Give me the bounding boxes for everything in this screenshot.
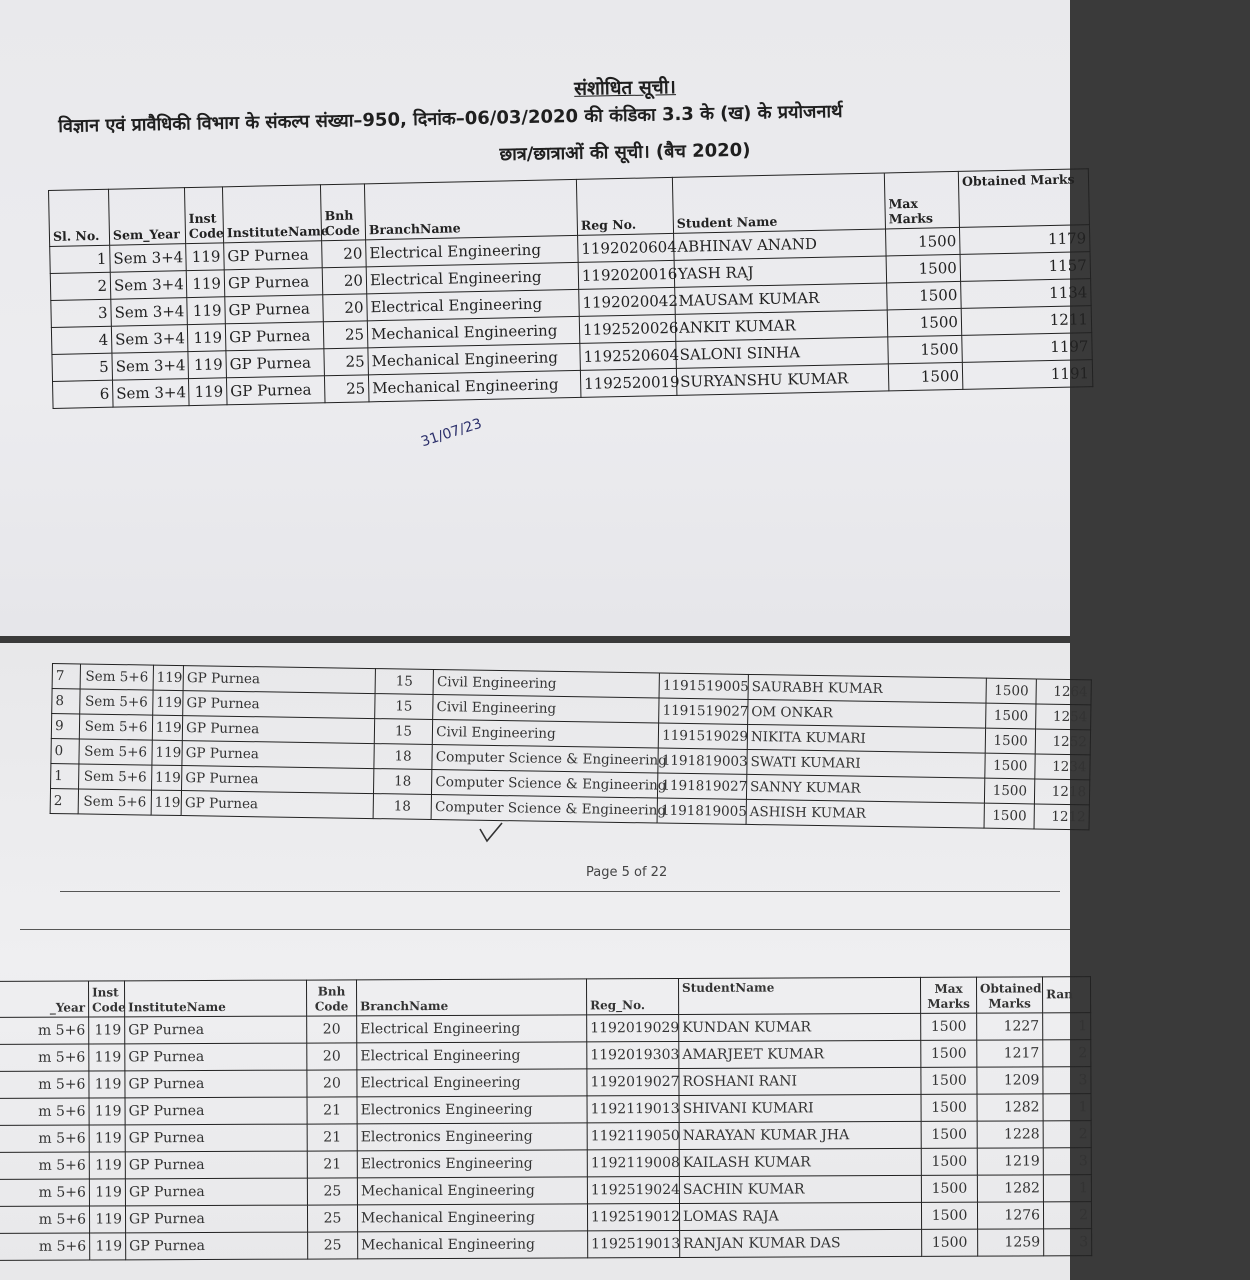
cell-student-name: SALONI SINHA: [676, 337, 889, 368]
cell-obtained-marks: 1179: [959, 225, 1090, 255]
cell-sl-no: 4: [51, 326, 112, 354]
cell-sem-year: m 5+6: [0, 1125, 89, 1152]
header-bnh-code: Bnh Code: [320, 184, 365, 241]
cell-inst-code: 119: [89, 1152, 125, 1179]
cell-reg-no: 1192020016: [578, 260, 675, 289]
cell-reg-no: 1192520604: [580, 341, 677, 370]
cell-bnh-code: 20: [307, 1070, 357, 1097]
merit-table-3: [0, 976, 1092, 1261]
cell-rank: 2: [1043, 1121, 1091, 1148]
cell-inst-code: 119: [187, 297, 226, 325]
cell-max-marks: 1500: [887, 281, 962, 310]
cell-bnh-code: 20: [307, 1043, 357, 1070]
cell-institute-name: GP Purnea: [225, 295, 324, 324]
cell-bnh-code: 25: [323, 321, 368, 349]
cell-branch-name: Electrical Engineering: [366, 235, 579, 266]
cell-bnh-code: 15: [374, 719, 433, 745]
cell-max-marks: 1500: [984, 803, 1035, 829]
cell-branch-name: Mechanical Engineering: [357, 1177, 587, 1205]
cell-branch-name: Civil Engineering: [433, 719, 659, 748]
cell-institute-name: GP Purnea: [226, 349, 325, 378]
cell-obtained-marks: 1282: [977, 1175, 1043, 1202]
header-bnh-code: Bnh Code: [306, 980, 356, 1016]
cell-inst-code: 119: [89, 1179, 125, 1206]
cell-branch-name: Electronics Engineering: [357, 1150, 587, 1178]
cell-institute-name: GP Purnea: [224, 268, 323, 297]
cell-reg-no: 1192519013: [588, 1230, 680, 1257]
cell-sem-year: m 5+6: [0, 1233, 90, 1260]
cell-student-name: ABHINAV ANAND: [674, 229, 887, 260]
cell-branch-name: Electrical Engineering: [367, 289, 580, 320]
cell-sl-no: 3: [51, 299, 112, 327]
cell-bnh-code: 18: [374, 744, 433, 770]
cell-student-name: ANKIT KUMAR: [675, 310, 888, 341]
cell-institute-name: GP Purnea: [125, 1124, 307, 1152]
cell-institute-name: GP Purnea: [125, 1178, 307, 1206]
cell-student-name: SHIVANI KUMARI: [679, 1094, 921, 1122]
cell-rank: 1: [1043, 1013, 1091, 1040]
divider: [60, 891, 1060, 892]
cell-sem-year: m 5+6: [0, 1152, 89, 1179]
cell-institute-name: GP Purnea: [125, 1043, 307, 1071]
cell-rank: 3: [1043, 1067, 1091, 1094]
cell-bnh-code: 25: [308, 1232, 358, 1259]
cell-obtained-marks: 1264: [1036, 679, 1091, 705]
cell-bnh-code: 21: [307, 1097, 357, 1124]
header-branch-name: BranchName: [364, 179, 577, 239]
cell-reg-no: 1192019027: [587, 1068, 679, 1095]
cell-max-marks: 1500: [888, 362, 963, 391]
cell-branch-name: Electronics Engineering: [357, 1096, 587, 1124]
cell-branch-name: Computer Science & Engineering: [431, 794, 657, 823]
cell-obtained-marks: 1254: [1036, 704, 1091, 730]
cell-sl-no: 0: [51, 738, 80, 763]
cell-obtained-marks: 1197: [962, 333, 1093, 363]
cell-student-name: SANNY KUMAR: [746, 774, 984, 803]
cell-sem-year: Sem 5+6: [80, 664, 153, 690]
cell-sl-no: 8: [52, 689, 81, 714]
cell-sem-year: Sem 3+4: [111, 325, 188, 354]
cell-reg-no: 1192520026: [579, 314, 676, 343]
cell-student-name: NIKITA KUMARI: [747, 724, 985, 753]
cell-bnh-code: 25: [307, 1178, 357, 1205]
cell-institute-name: GP Purnea: [224, 241, 323, 270]
cell-max-marks: 1500: [921, 1202, 977, 1229]
merit-table-1: [48, 168, 1093, 409]
cell-student-name: ROSHANI RANI: [679, 1067, 921, 1095]
cell-max-marks: 1500: [984, 778, 1035, 804]
cell-obtained-marks: 1276: [977, 1202, 1043, 1229]
cell-rank: 2: [1043, 1040, 1091, 1067]
cell-sem-year: Sem 3+4: [111, 298, 188, 327]
cell-institute-name: GP Purnea: [182, 766, 374, 794]
cell-max-marks: 1500: [921, 1121, 977, 1148]
cell-reg-no: 1191519027: [659, 698, 748, 724]
cell-inst-code: 119: [152, 715, 183, 740]
cell-max-marks: 1500: [985, 728, 1036, 754]
cell-max-marks: 1500: [886, 254, 961, 283]
cell-student-name: AMARJEET KUMAR: [679, 1040, 921, 1068]
cell-rank: 3: [1043, 1148, 1091, 1175]
cell-sl-no: 5: [52, 353, 113, 381]
cell-inst-code: 119: [153, 690, 184, 715]
cell-branch-name: Civil Engineering: [433, 694, 659, 723]
cell-max-marks: 1500: [921, 1040, 977, 1067]
cell-student-name: NARAYAN KUMAR JHA: [679, 1121, 921, 1149]
cell-student-name: LOMAS RAJA: [679, 1202, 921, 1230]
cell-sem-year: Sem 3+4: [112, 352, 189, 381]
cell-student-name: ASHISH KUMAR: [746, 799, 984, 828]
cell-reg-no: 1191519005: [659, 673, 748, 699]
cell-obtained-marks: 1227: [977, 1013, 1043, 1040]
cell-institute-name: GP Purnea: [125, 1097, 307, 1125]
cell-sl-no: 9: [51, 714, 80, 739]
cell-branch-name: Electrical Engineering: [366, 262, 579, 293]
cell-obtained-marks: 1282: [977, 1094, 1043, 1121]
header-obtained-marks: Obtained Marks: [958, 169, 1089, 228]
header-max-marks: Max Marks: [920, 977, 976, 1013]
table-row: [0, 1229, 1092, 1261]
cell-branch-name: Computer Science & Engineering: [432, 769, 658, 798]
page-number: Page 5 of 22: [586, 865, 668, 880]
cell-obtained-marks: 1228: [977, 1121, 1043, 1148]
cell-branch-name: Mechanical Engineering: [368, 343, 581, 374]
cell-branch-name: Computer Science & Engineering: [432, 744, 658, 773]
cell-obtained-marks: 1209: [977, 1067, 1043, 1094]
cell-institute-name: GP Purnea: [226, 376, 325, 405]
cell-sem-year: Sem 3+4: [110, 244, 187, 273]
cell-max-marks: 1500: [921, 1094, 977, 1121]
cell-max-marks: 1500: [921, 1067, 977, 1094]
cell-sem-year: m 5+6: [0, 1017, 89, 1044]
cell-inst-code: 119: [89, 1017, 125, 1044]
cell-inst-code: 119: [186, 270, 225, 298]
cell-student-name: MAUSAM KUMAR: [675, 283, 888, 314]
cell-inst-code: 119: [187, 324, 226, 352]
cell-sem-year: Sem 3+4: [112, 379, 189, 408]
merit-table-2: [50, 663, 1092, 830]
cell-bnh-code: 18: [373, 769, 432, 795]
cell-inst-code: 119: [151, 790, 182, 815]
cell-reg-no: 1192119050: [587, 1122, 679, 1149]
cell-obtained-marks: 1252: [1036, 729, 1091, 755]
cell-rank: 2: [1043, 1202, 1091, 1229]
cell-institute-name: GP Purnea: [183, 691, 375, 719]
cell-sl-no: 2: [50, 272, 111, 300]
cell-sem-year: m 5+6: [0, 1071, 89, 1098]
cell-bnh-code: 20: [322, 240, 367, 268]
header-sem-year: Sem_Year: [108, 188, 185, 246]
header-institute-name: InstituteName: [125, 980, 307, 1017]
cell-obtained-marks: 1217: [977, 1040, 1043, 1067]
cell-branch-name: Electrical Engineering: [357, 1015, 587, 1043]
cell-reg-no: 1192520019: [580, 368, 677, 397]
cell-branch-name: Electronics Engineering: [357, 1123, 587, 1151]
cell-sem-year: m 5+6: [0, 1044, 89, 1071]
cell-rank: 1: [1043, 1175, 1091, 1202]
cell-institute-name: GP Purnea: [182, 716, 374, 744]
cell-max-marks: 1500: [921, 1148, 977, 1175]
page-sheet-2: [0, 643, 1089, 1280]
cell-inst-code: 119: [89, 1098, 125, 1125]
cell-obtained-marks: 1211: [961, 306, 1092, 336]
cell-sem-year: m 5+6: [0, 1098, 89, 1125]
cell-branch-name: Mechanical Engineering: [357, 1204, 587, 1232]
header-student-name: Student Name: [672, 173, 885, 233]
cell-bnh-code: 25: [324, 375, 369, 403]
cell-branch-name: Mechanical Engineering: [367, 316, 580, 347]
cell-max-marks: 1500: [921, 1175, 977, 1202]
cell-inst-code: 119: [89, 1071, 125, 1098]
cell-max-marks: 1500: [921, 1013, 977, 1040]
cell-bnh-code: 20: [307, 1016, 357, 1043]
cell-inst-code: 119: [151, 765, 182, 790]
cell-obtained-marks: 1212: [1034, 804, 1089, 830]
cell-sl-no: 6: [53, 380, 114, 408]
cell-max-marks: 1500: [986, 678, 1037, 704]
document-subtitle-line2: छात्र/छात्राओं की सूची। (बैच 2020): [499, 139, 751, 166]
header-sem-year: _Year: [0, 981, 89, 1017]
cell-institute-name: GP Purnea: [125, 1016, 307, 1044]
cell-student-name: SWATI KUMARI: [747, 749, 985, 778]
cell-reg-no: 1192119008: [587, 1149, 679, 1176]
cell-obtained-marks: 1219: [977, 1148, 1043, 1175]
cell-inst-code: 119: [89, 1206, 125, 1233]
cell-institute-name: GP Purnea: [126, 1232, 308, 1260]
cell-obtained-marks: 1157: [960, 252, 1091, 282]
cell-inst-code: 119: [89, 1125, 125, 1152]
cell-reg-no: 1192020042: [579, 287, 676, 316]
header-inst-code: Inst Code: [184, 187, 223, 244]
cell-reg-no: 1191519029: [658, 723, 747, 749]
cell-inst-code: 119: [188, 378, 227, 406]
cell-institute-name: GP Purnea: [183, 666, 375, 694]
cell-inst-code: 119: [186, 243, 225, 271]
cell-obtained-marks: 1134: [961, 279, 1092, 309]
cell-sl-no: 7: [52, 664, 81, 689]
header-student-name: StudentName: [678, 977, 920, 1014]
cell-student-name: SACHIN KUMAR: [679, 1175, 921, 1203]
cell-max-marks: 1500: [885, 227, 960, 256]
cell-institute-name: GP Purnea: [125, 1151, 307, 1179]
header-sl-no: Sl. No.: [49, 189, 110, 246]
cell-branch-name: Civil Engineering: [433, 669, 659, 698]
cell-reg-no: 1192119013: [587, 1095, 679, 1122]
cell-bnh-code: 15: [375, 669, 434, 695]
cell-student-name: SAURABH KUMAR: [748, 674, 986, 703]
cell-sem-year: m 5+6: [0, 1206, 90, 1233]
cell-inst-code: 119: [90, 1233, 126, 1260]
cell-obtained-marks: 1218: [1035, 779, 1090, 805]
cell-bnh-code: 21: [307, 1124, 357, 1151]
cell-rank: 1: [1043, 1094, 1091, 1121]
cell-student-name: KAILASH KUMAR: [679, 1148, 921, 1176]
cell-institute-name: GP Purnea: [125, 1205, 307, 1233]
cell-max-marks: 1500: [986, 703, 1037, 729]
cell-sem-year: Sem 3+4: [110, 271, 187, 300]
cell-bnh-code: 20: [322, 267, 367, 295]
cell-institute-name: GP Purnea: [181, 791, 373, 819]
cell-student-name: KUNDAN KUMAR: [679, 1013, 921, 1041]
document-title: संशोधित सूची।: [573, 76, 677, 100]
cell-branch-name: Electrical Engineering: [357, 1069, 587, 1097]
cell-reg-no: 1192019029: [587, 1014, 679, 1041]
cell-bnh-code: 20: [323, 294, 368, 322]
header-reg-no: Reg_No.: [586, 978, 678, 1014]
cell-sem-year: Sem 5+6: [80, 689, 153, 715]
table-header-row: [0, 977, 1091, 1018]
cell-reg-no: 1192519024: [587, 1176, 679, 1203]
cell-obtained-marks: 1259: [978, 1229, 1044, 1256]
cell-reg-no: 1192519012: [587, 1203, 679, 1230]
cell-student-name: YASH RAJ: [674, 256, 887, 287]
cell-reg-no: 1191819005: [657, 798, 746, 824]
header-rank: Ran: [1042, 977, 1090, 1013]
cell-inst-code: 119: [89, 1044, 125, 1071]
cell-bnh-code: 18: [373, 794, 432, 820]
cell-branch-name: Mechanical Engineering: [368, 370, 581, 401]
cell-inst-code: 119: [152, 740, 183, 765]
cell-student-name: OM ONKAR: [748, 699, 986, 728]
cell-sl-no: 1: [51, 763, 80, 788]
header-obtained-marks: Obtained Marks: [976, 977, 1042, 1013]
check-mark-icon: [478, 821, 504, 849]
document-subtitle: विज्ञान एवं प्रावैधिकी विभाग के संकल्प संख्या–950, दिनांक–06/03/2020 की कंडिका 3.3 के (ख) के प्रयोजनार्थ: [58, 100, 843, 137]
cell-institute-name: GP Purnea: [125, 1070, 307, 1098]
cell-sl-no: 2: [50, 788, 79, 813]
cell-rank: 3: [1044, 1229, 1092, 1256]
cell-branch-name: Mechanical Engineering: [358, 1231, 588, 1259]
header-branch-name: BranchName: [356, 979, 586, 1016]
handwritten-signature: 31/07/23: [419, 415, 484, 451]
cell-reg-no: 1191819027: [658, 773, 747, 799]
header-reg-no: Reg No.: [576, 177, 673, 235]
cell-institute-name: GP Purnea: [182, 741, 374, 769]
cell-reg-no: 1191819003: [658, 748, 747, 774]
cell-bnh-code: 25: [324, 348, 369, 376]
cell-inst-code: 119: [188, 351, 227, 379]
cell-sem-year: Sem 5+6: [79, 739, 152, 765]
cell-branch-name: Electrical Engineering: [357, 1042, 587, 1070]
header-max-marks: Max Marks: [884, 171, 959, 229]
cell-inst-code: 119: [153, 665, 184, 690]
cell-max-marks: 1500: [922, 1229, 978, 1256]
cell-sem-year: Sem 5+6: [78, 789, 151, 815]
cell-sl-no: 1: [50, 245, 111, 273]
cell-max-marks: 1500: [888, 335, 963, 364]
cell-max-marks: 1500: [887, 308, 962, 337]
divider: [20, 929, 1070, 930]
cell-obtained-marks: 1234: [1035, 754, 1090, 780]
cell-sem-year: Sem 5+6: [79, 764, 152, 790]
header-inst-code: Inst Code: [89, 981, 125, 1017]
page-sheet-1: [0, 0, 1090, 636]
cell-bnh-code: 21: [307, 1151, 357, 1178]
cell-institute-name: GP Purnea: [225, 322, 324, 351]
cell-bnh-code: 15: [374, 694, 433, 720]
cell-sem-year: Sem 5+6: [80, 714, 153, 740]
cell-bnh-code: 25: [307, 1205, 357, 1232]
cell-student-name: SURYANSHU KUMAR: [676, 364, 889, 395]
cell-reg-no: 1192020604: [578, 233, 675, 262]
cell-reg-no: 1192019303: [587, 1041, 679, 1068]
cell-student-name: RANJAN KUMAR DAS: [680, 1229, 922, 1257]
cell-max-marks: 1500: [985, 753, 1036, 779]
header-institute-name: InstituteName: [222, 185, 321, 243]
cell-sem-year: m 5+6: [0, 1179, 89, 1206]
cell-obtained-marks: 1191: [962, 360, 1093, 390]
